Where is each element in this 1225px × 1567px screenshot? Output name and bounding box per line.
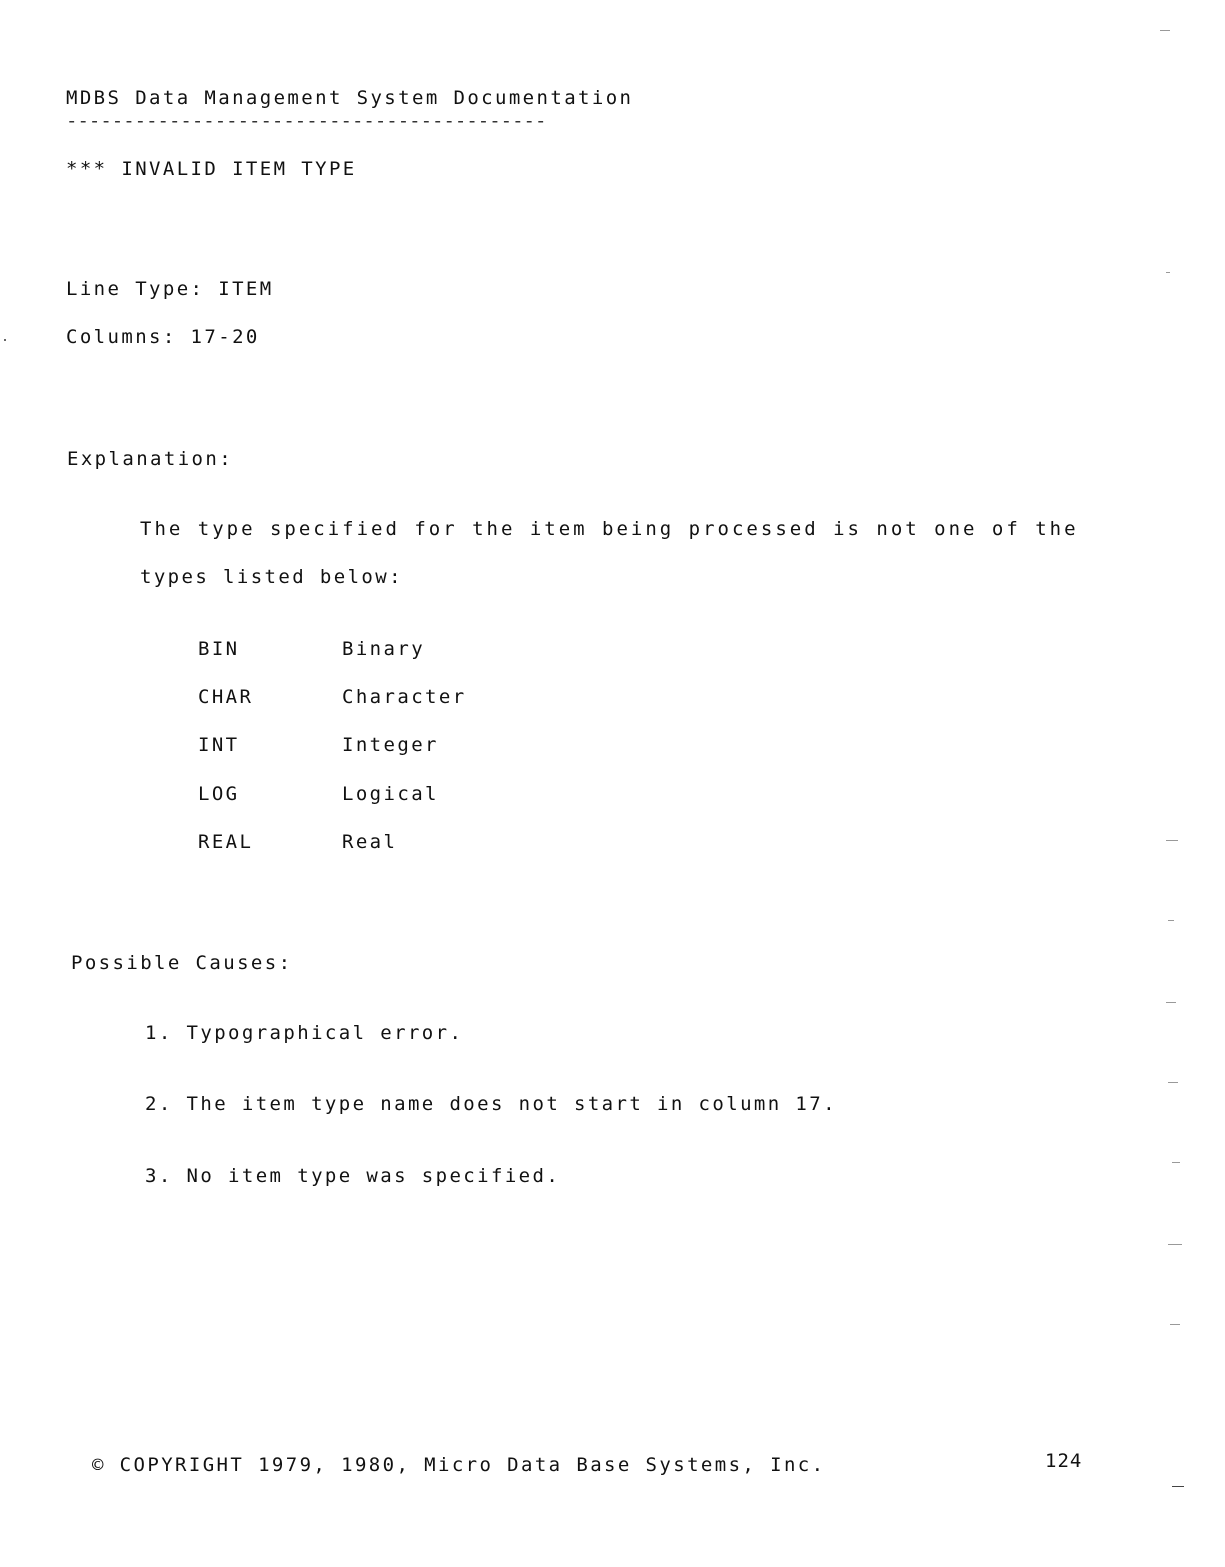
type-code: BIN [198,638,240,660]
type-description: Character [342,686,467,708]
cause-item: 2. The item type name does not start in column 17. [145,1093,837,1115]
scan-mark [4,339,6,341]
scan-mark [1172,1486,1184,1487]
possible-causes-heading: Possible Causes: [71,952,293,974]
scan-mark [1166,840,1178,841]
cause-item: 1. Typographical error. [145,1022,464,1044]
page-number: 124 [1045,1450,1083,1472]
document-header-title: MDBS Data Management System Documentation [66,87,634,109]
copyright-footer: © COPYRIGHT 1979, 1980, Micro Data Base Systems, Inc. [92,1454,826,1476]
type-description: Integer [342,734,439,756]
explanation-text-line-1: The type specified for the item being processed is not one of the [140,518,1079,540]
scan-mark [1168,920,1174,921]
type-description: Logical [342,783,439,805]
type-code: CHAR [198,686,254,708]
line-type-label: Line Type: ITEM [66,278,274,300]
explanation-text-line-2: types listed below: [140,566,403,588]
scan-mark [1166,1002,1176,1003]
type-code: LOG [198,783,240,805]
scan-mark [1168,1082,1178,1083]
type-description: Real [342,831,398,853]
cause-item: 3. No item type was specified. [145,1165,561,1187]
scan-mark [1166,272,1170,273]
explanation-heading: Explanation: [67,448,234,470]
type-code: INT [198,734,240,756]
type-code: REAL [198,831,254,853]
type-description: Binary [342,638,426,660]
scan-mark [1172,1162,1180,1163]
error-title: *** INVALID ITEM TYPE [66,158,357,180]
header-underline: ------------------------------------------ [66,110,547,132]
scan-mark [1170,1324,1180,1325]
scan-mark [1160,30,1170,31]
scan-mark [1168,1244,1182,1245]
columns-label: Columns: 17-20 [66,326,260,348]
